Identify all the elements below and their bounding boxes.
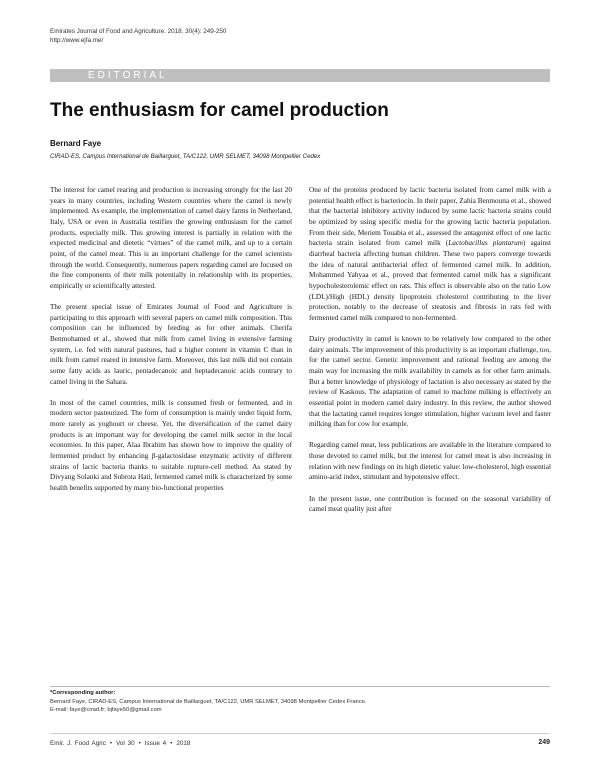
paragraph-text: One of the proteins produced by lactic bacteria isolated from camel milk with a potential health effect is bacteriocin. In their paper, Zahia Benmouna et al., showed that the bacterial inhibitory activity induced by some lactic bacteria strains could be optimized by using specific media for the growing lactic bacteria population. From their side, Meriem Touabia et al., assessed the antagonist effect of one lactic bacteria strain isolated from camel milk ( (309, 186, 551, 248)
corresponding-author-address: Bernard Faye, CIRAD-ES, Campus International de Baillarguet, TA/C122, UMR SELMET, 34098 Montpellier Cedex France. (50, 698, 367, 705)
journal-citation: Emirates Journal of Food and Agriculture. 2018. 30(4): 249-250 (50, 28, 227, 35)
author-affiliation: CIRAD-ES, Campus International de Baillarguet, TA/C122, UMR SELMET, 34098 Montpellier Cedex (50, 153, 321, 160)
footer-issue: Issue 4 (144, 740, 167, 747)
corresponding-author-email[interactable]: E-mail: faye@cirad.fr; bjfaye50@gmail.com (50, 707, 162, 713)
body-column-left (50, 185, 292, 504)
corresponding-author-title: *Corresponding author: (50, 690, 116, 696)
paragraph: Dairy productivity in camel is known to be relatively low compared to the other dairy animals. The improvement of this productivity is an important challenge, too, for the camel sector. Genetic improvement and rational feeding are among the main way for increasing the milk availability in camels as for other farm animals. But a better knowledge of physiology of lactation is also necessary as stated by the review of Kaskous. The adaptation of camel to machine milking is effectively an essential point in modern camel dairy industry. In this review, the author showed that the lactating camel requires longer stimulation, higher vacuum level and faster milking than for cow for example. (309, 335, 551, 429)
footer-bullet: • (170, 740, 173, 747)
paragraph: The present special issue of Emirates Journal of Food and Agriculture is participating to this approach with several papers on camel milk composition. This composition can be influenced by feeding as for other animals. Cherifa Benmohamed et al., showed that milk from camel living in extensive farming system, i.e. fed with natural pastures, had a higher content in vitamin C than in milk from camel reared in intensive farm. Moreover, this last milk did not contain some fatty acids as lauric, pentadecanoic and heptadecanoic acids contrary to camel living in the Sahara. (50, 303, 292, 386)
footer-volume: Vol 30 (116, 740, 135, 747)
footer-bullet: • (109, 740, 113, 747)
paragraph: Regarding camel meat, less publications are available in the literature compared to those devoted to camel milk, but the interest for camel meat is also increasing in relation with new findings on its high dietetic value: low-cholesterol, high essential amino-acid index, stimulant and hypotensive effect. (309, 441, 551, 482)
paragraph: The interest for camel rearing and production is increasing strongly for the last 20 years in many countries, including Western countries where the camel is newly implemented. As example, the implementation of camel dairy farms in Netherland, Italy, USA or even in Australia testifies the growing enthusiasm for the camel products, especially milk. This growing interest is partially in relation with the expected medicinal and dietetic “virtues” of the camel milk, and up to a certain point, of the camel meat. This is an important challenge for the camel scientists through the world. Consequently, numerous papers regarding camel are focused on the fine components of their milk potentially in relationship with its properties, empirically or scientifically attested. (50, 186, 292, 290)
paragraph: In the present issue, one contribution is focused on the seasonal variability of camel meat quality just after (309, 494, 551, 514)
footer-journal: Emir. J. Food Agric (50, 740, 106, 747)
body-column-right (309, 185, 551, 525)
journal-url[interactable]: http://www.ejfa.me/ (50, 37, 104, 44)
footer-citation (50, 740, 190, 747)
corresponding-author-box (50, 686, 550, 723)
author-name: Bernard Faye (50, 139, 102, 148)
section-label: EDITORIAL (50, 69, 550, 82)
footer-divider (50, 733, 550, 734)
paragraph-text: ) against diarrheal bacteria affecting human children. These two papers converge towards the idea of natural antibacterial effect of fermented camel milk. In addition, Mohammed Yahyaa et al., proved that fermented camel milk has a significant hypocholesterolemic effect on rats. This effect is observable also on the ratio Low (LDL)/High (HDL) density lipoprotein cholesterol contributing to the liver protection, notably to the decrease of steatosis and fibrosis in rats fed with fermented camel milk compared to non-fermented. (309, 239, 551, 322)
species-name: Lactobacillus plantarum (448, 239, 523, 248)
footer-year: 2018 (176, 740, 191, 747)
footer-bullet: • (138, 740, 141, 747)
paragraph (309, 185, 551, 324)
journal-header (50, 27, 226, 45)
article-title: The enthusiasm for camel production (50, 100, 389, 121)
page-number: 249 (538, 739, 550, 746)
paragraph: In most of the camel countries, milk is consumed fresh or fermented, and in modern sector pasteurized. The form of consumption is mainly under liquid form, more rarely as yoghourt or cheese. Yet, the diversification of the camel dairy products is an important way for developing the camel milk sector in the local economies. In this paper, Alaa Ibrahim has shown how to improve the quality of fermented product by enhancing β-galactosidase enzymatic activity of different strains of lactic bacteria thanks to suitable rupture-cell method. As stated by Divyang Solanki and Subrota Hati, fermented camel milk is characterized by some health benefits supported by many bio-functional properties (50, 398, 292, 493)
